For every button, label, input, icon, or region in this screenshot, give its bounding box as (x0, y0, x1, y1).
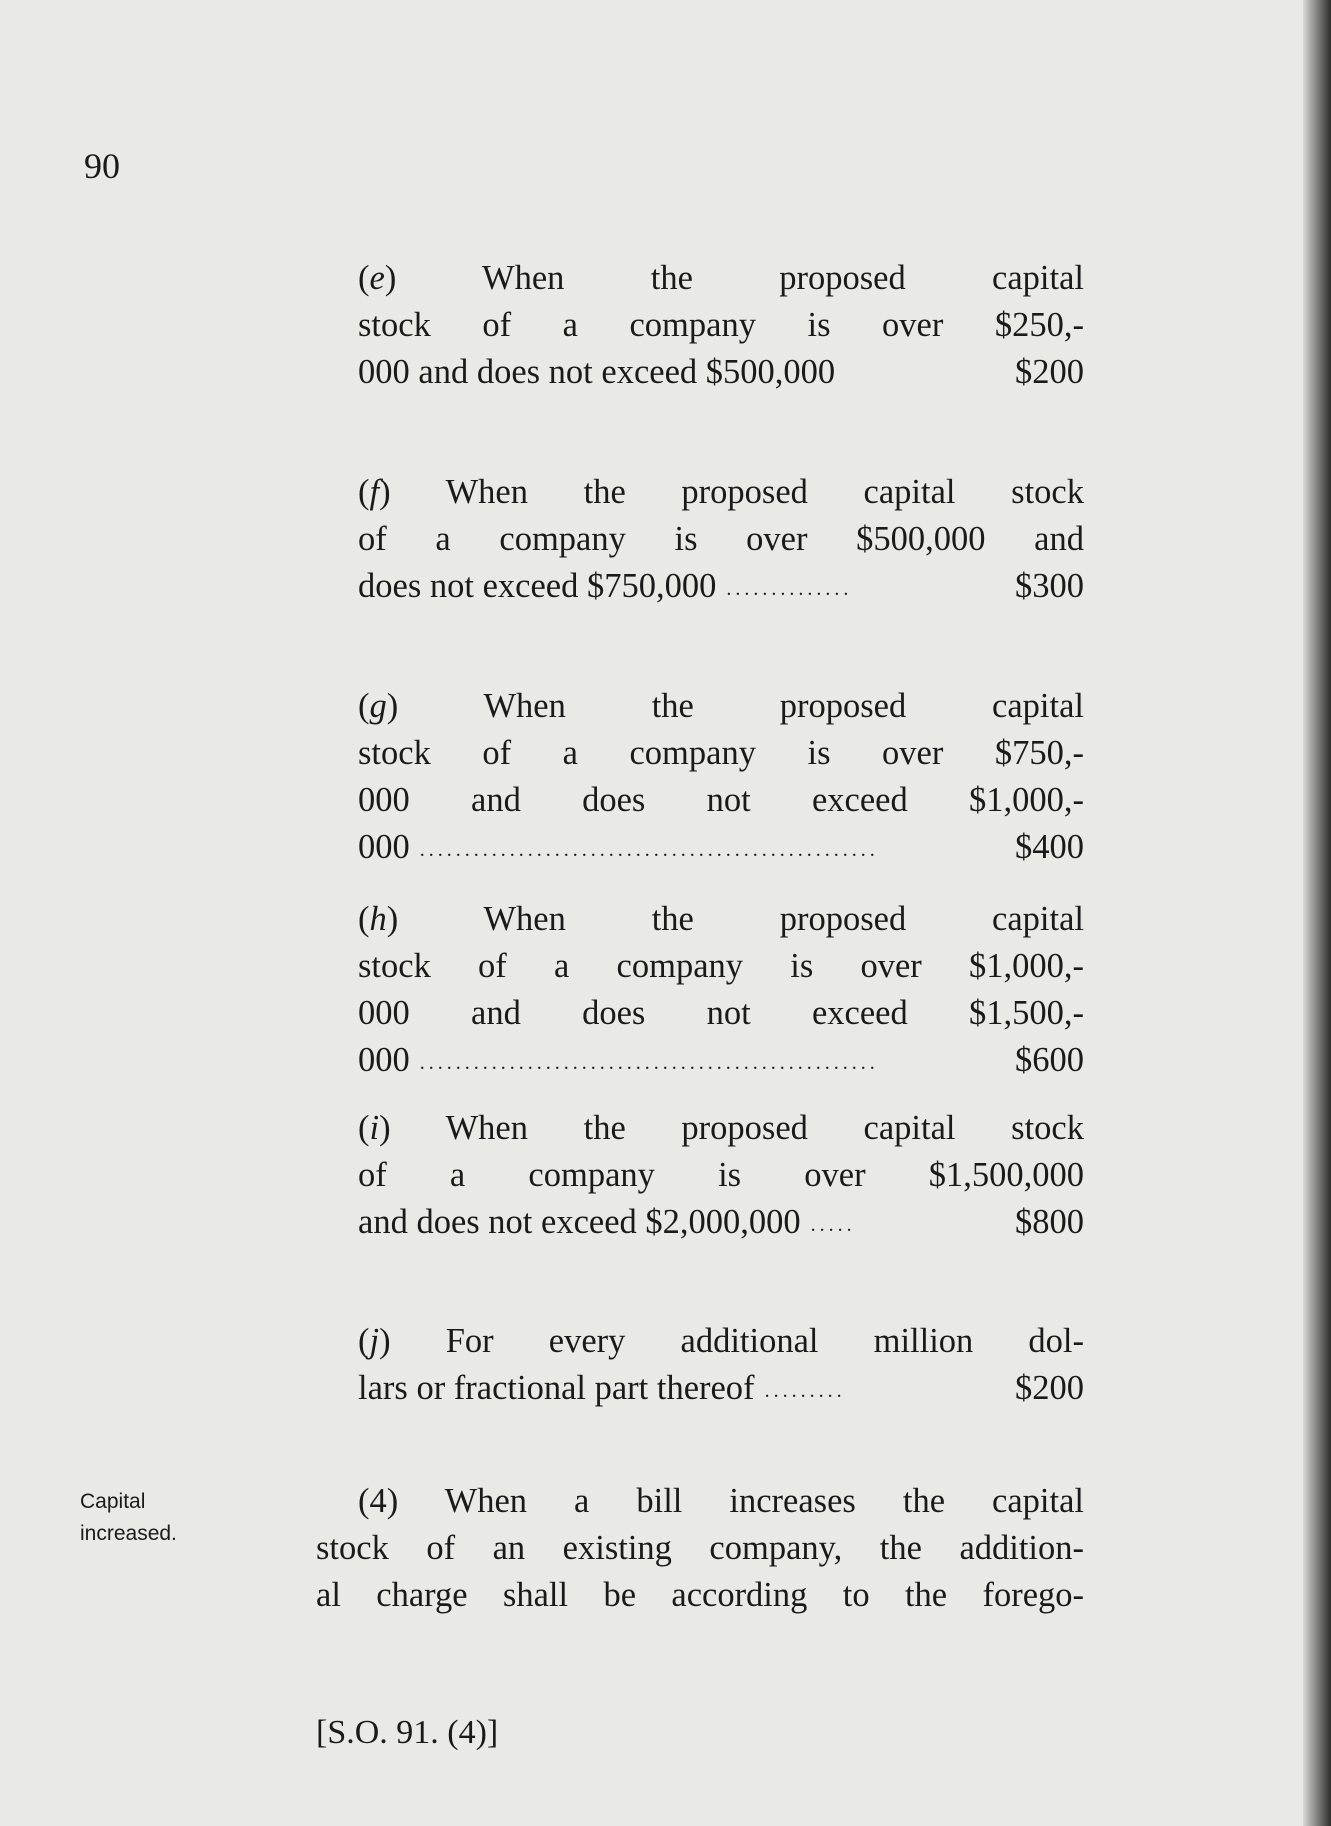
item-amount-row (358, 349, 1084, 396)
item-amount: $200 (1015, 353, 1084, 391)
section-4-line: (4) When a bill increases the capital (358, 1482, 1084, 1520)
item-h (358, 896, 1084, 1084)
item-line: of a company is over $1,500,000 (358, 1156, 1084, 1194)
item-text: 000 (358, 828, 410, 866)
item-line: stock of a company is over $1,000,- (358, 947, 1084, 985)
item-line: (g) When the proposed capital (358, 687, 1084, 725)
item-line: 000 and does not exceed $1,000,- (358, 781, 1084, 819)
item-text: does not exceed $750,000 (358, 567, 717, 605)
item-text: 000 (358, 1041, 410, 1079)
margin-note-line: increased. (80, 1521, 177, 1545)
item-amount: $800 (1015, 1203, 1084, 1241)
section-4-line: al charge shall be according to the forego- (316, 1576, 1084, 1614)
item-line: (h) When the proposed capital (358, 900, 1084, 938)
item-line: (e) When the proposed capital (358, 259, 1084, 297)
item-leader: ................................................... (419, 1052, 879, 1074)
item-text: When the proposed capital (482, 259, 1084, 297)
item-line: (j) For every additional million dol- (358, 1322, 1084, 1360)
item-line: of a company is over $500,000 and (358, 520, 1084, 558)
item-amount-row (358, 1365, 1084, 1412)
item-text: When the proposed capital (483, 900, 1084, 938)
item-amount: $600 (1015, 1041, 1084, 1079)
margin-note-line: Capital (80, 1490, 146, 1513)
item-label: h (369, 900, 387, 938)
item-text: When the proposed capital stock (445, 473, 1084, 511)
item-amount: $400 (1015, 828, 1084, 866)
page-binding-edge (1303, 0, 1331, 1826)
item-leader: .............. (726, 578, 853, 600)
item-label: e (369, 259, 385, 297)
item-label: g (369, 687, 387, 725)
item-text: 000 and does not exceed $500,000 (358, 353, 836, 391)
page-number: 90 (84, 146, 120, 186)
item-label: f (369, 473, 380, 511)
item-amount: $200 (1015, 1369, 1084, 1407)
item-i (358, 1105, 1084, 1246)
item-line: stock of a company is over $250,- (358, 306, 1084, 344)
item-text: For every additional million dol- (445, 1322, 1084, 1360)
item-leader: ................................................... (419, 839, 879, 861)
item-line: (f) When the proposed capital stock (358, 473, 1084, 511)
item-g (358, 683, 1084, 871)
item-label: i (369, 1109, 380, 1147)
item-amount-row (358, 824, 1084, 871)
item-label: j (369, 1322, 380, 1360)
item-amount-row (358, 1037, 1084, 1084)
margin-note (80, 1486, 177, 1549)
item-text: When the proposed capital stock (445, 1109, 1084, 1147)
item-amount-row (358, 1199, 1084, 1246)
item-text: and does not exceed $2,000,000 (358, 1203, 801, 1241)
item-amount-row (358, 563, 1084, 610)
item-text: When the proposed capital (483, 687, 1084, 725)
item-amount: $300 (1015, 567, 1084, 605)
item-line: 000 and does not exceed $1,500,- (358, 994, 1084, 1032)
section-4-line: stock of an existing company, the addition- (316, 1529, 1084, 1567)
item-line: stock of a company is over $750,- (358, 734, 1084, 772)
item-leader: ......... (764, 1380, 846, 1402)
item-leader: ..... (810, 1214, 856, 1236)
item-text: lars or fractional part thereof (358, 1369, 755, 1407)
item-j (358, 1318, 1084, 1412)
section-4 (316, 1478, 1084, 1619)
item-f (358, 469, 1084, 610)
standing-order-reference: [S.O. 91. (4)] (316, 1714, 499, 1751)
item-e (358, 255, 1084, 396)
item-line: (i) When the proposed capital stock (358, 1109, 1084, 1147)
